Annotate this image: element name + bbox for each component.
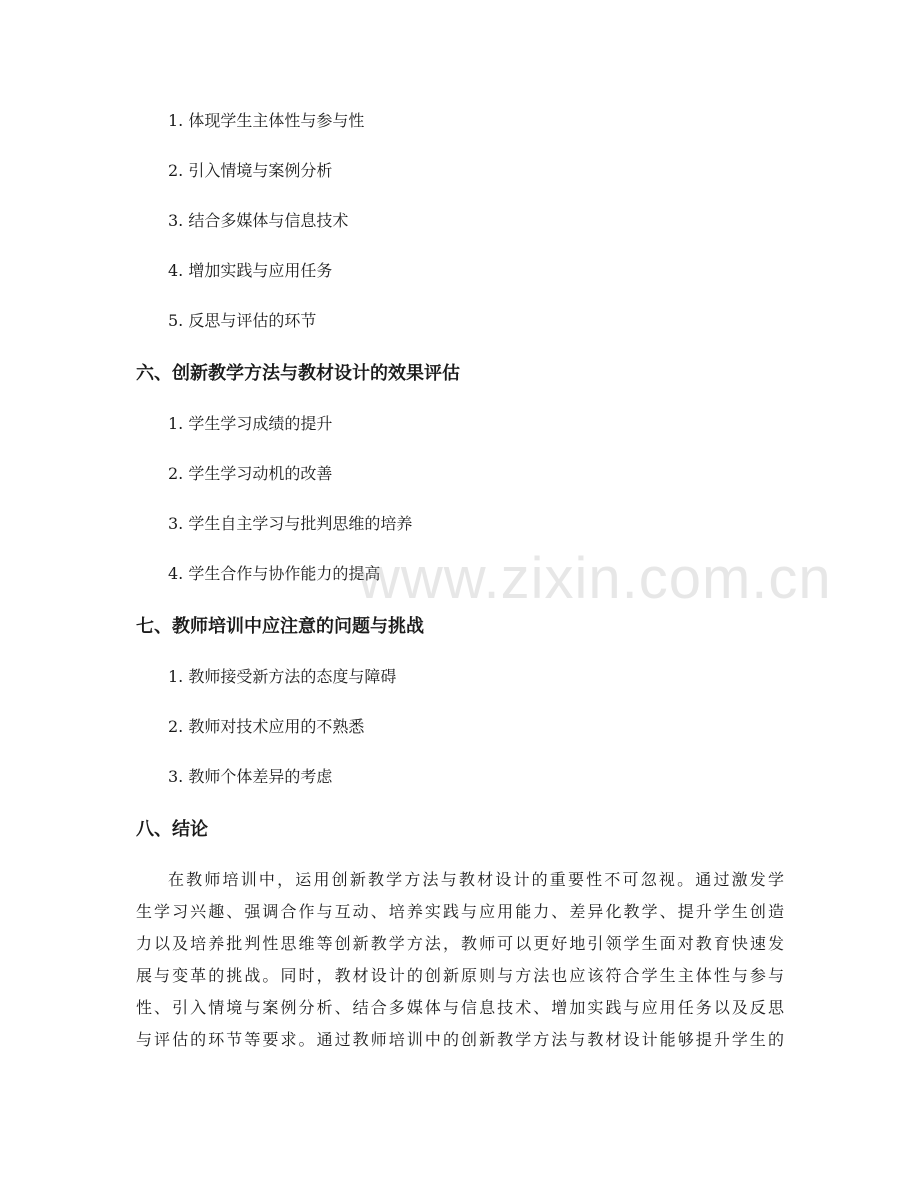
paragraph-line-5: 性、引入情境与案例分析、结合多媒体与信息技术、增加实践与应用任务以及反思 [136,998,784,1017]
paragraph-line-1: 在教师培训中，运用创新教学方法与教材设计的重要性不可忽视。通过激发学 [168,870,784,889]
section-heading-8: 八、结论 [136,819,208,840]
list-item-s6-4: 4. 学生合作与协作能力的提高 [168,564,381,583]
list-item-s7-2: 2. 教师对技术应用的不熟悉 [168,717,365,736]
list-item-top-4: 4. 增加实践与应用任务 [168,261,333,280]
list-item-s7-3: 3. 教师个体差异的考虑 [168,767,333,786]
list-item-s6-2: 2. 学生学习动机的改善 [168,464,333,483]
section-heading-6: 六、创新教学方法与教材设计的效果评估 [136,363,460,384]
paragraph-line-4: 展与变革的挑战。同时，教材设计的创新原则与方法也应该符合学生主体性与参与 [136,966,784,985]
list-item-top-5: 5. 反思与评估的环节 [168,311,317,330]
list-item-top-1: 1. 体现学生主体性与参与性 [168,111,365,130]
paragraph-line-2: 生学习兴趣、强调合作与互动、培养实践与应用能力、差异化教学、提升学生创造 [136,902,784,921]
list-item-s6-3: 3. 学生自主学习与批判思维的培养 [168,514,413,533]
list-item-top-2: 2. 引入情境与案例分析 [168,161,333,180]
watermark-text: www.zixin.com.cn [358,546,832,611]
list-item-s7-1: 1. 教师接受新方法的态度与障碍 [168,667,397,686]
conclusion-paragraph [136,864,784,1056]
paragraph-line-6: 与评估的环节等要求。通过教师培训中的创新教学方法与教材设计能够提升学生的 [136,1030,784,1049]
list-item-s6-1: 1. 学生学习成绩的提升 [168,414,333,433]
paragraph-line-3: 力以及培养批判性思维等创新教学方法，教师可以更好地引领学生面对教育快速发 [136,934,784,953]
section-heading-7: 七、教师培训中应注意的问题与挑战 [136,616,424,637]
list-item-top-3: 3. 结合多媒体与信息技术 [168,211,349,230]
